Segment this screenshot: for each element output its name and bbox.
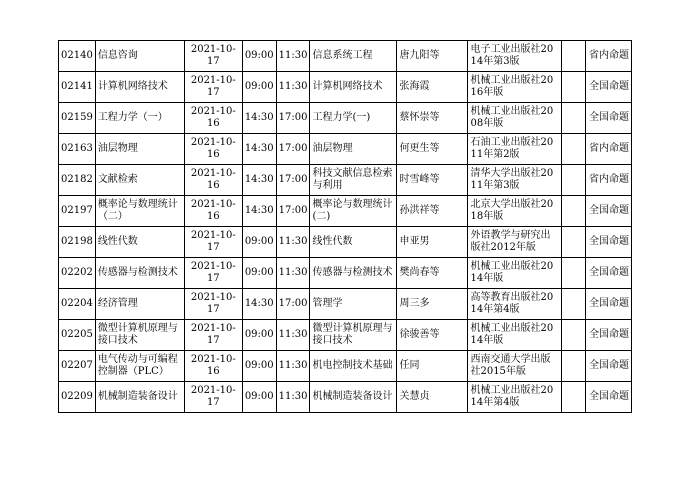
exam-type-cell: 全国命题 — [586, 289, 632, 320]
course-code-cell: 02198 — [59, 227, 96, 258]
exam-type-cell: 全国命题 — [586, 258, 632, 289]
start-time-cell: 14:30 — [242, 196, 276, 227]
course-name-cell: 概率论与数理统计（二） — [95, 196, 184, 227]
publisher-cell: 外语教学与研究出版社2012年版 — [468, 227, 562, 258]
start-time-cell: 14:30 — [242, 103, 276, 134]
course-name-cell: 电气传动与可编程控制器（PLC） — [95, 351, 184, 382]
textbook-cell: 管理学 — [310, 289, 397, 320]
blank-cell — [562, 351, 586, 382]
course-name-cell: 信息咨询 — [95, 41, 184, 72]
course-name-cell: 计算机网络技术 — [95, 72, 184, 103]
author-cell: 关慧贞 — [397, 382, 468, 413]
exam-date-cell: 2021-10-16 — [184, 196, 242, 227]
course-code-cell: 02140 — [59, 41, 96, 72]
author-cell: 时雪峰等 — [397, 165, 468, 196]
blank-cell — [562, 72, 586, 103]
course-code-cell: 02163 — [59, 134, 96, 165]
course-name-cell: 油层物理 — [95, 134, 184, 165]
blank-cell — [562, 258, 586, 289]
author-cell: 任同 — [397, 351, 468, 382]
exam-date-cell: 2021-10-17 — [184, 72, 242, 103]
end-time-cell: 17:00 — [276, 289, 310, 320]
course-name-cell: 机械制造装备设计 — [95, 382, 184, 413]
course-name-cell: 传感器与检测技术 — [95, 258, 184, 289]
start-time-cell: 14:30 — [242, 134, 276, 165]
table-row — [59, 134, 632, 165]
table-row — [59, 351, 632, 382]
course-name-cell: 文献检索 — [95, 165, 184, 196]
end-time-cell: 17:00 — [276, 165, 310, 196]
exam-type-cell: 全国命题 — [586, 227, 632, 258]
table-row — [59, 227, 632, 258]
blank-cell — [562, 320, 586, 351]
end-time-cell: 11:30 — [276, 320, 310, 351]
publisher-cell: 机械工业出版社2016年版 — [468, 72, 562, 103]
exam-date-cell: 2021-10-17 — [184, 41, 242, 72]
start-time-cell: 14:30 — [242, 289, 276, 320]
publisher-cell: 机械工业出版社2014年版 — [468, 320, 562, 351]
publisher-cell: 机械工业出版社2014年第4版 — [468, 382, 562, 413]
publisher-cell: 清华大学出版社2011年第3版 — [468, 165, 562, 196]
exam-type-cell: 全国命题 — [586, 320, 632, 351]
publisher-cell: 北京大学出版社2018年版 — [468, 196, 562, 227]
exam-type-cell: 省内命题 — [586, 41, 632, 72]
course-name-cell: 微型计算机原理与接口技术 — [95, 320, 184, 351]
exam-date-cell: 2021-10-17 — [184, 289, 242, 320]
course-name-cell: 线性代数 — [95, 227, 184, 258]
course-code-cell: 02204 — [59, 289, 96, 320]
author-cell: 张海霞 — [397, 72, 468, 103]
course-name-cell: 工程力学（一） — [95, 103, 184, 134]
exam-date-cell: 2021-10-16 — [184, 103, 242, 134]
course-code-cell: 02207 — [59, 351, 96, 382]
publisher-cell: 高等教育出版社2014年第4版 — [468, 289, 562, 320]
textbook-cell: 概率论与数理统计(二) — [310, 196, 397, 227]
textbook-cell: 计算机网络技术 — [310, 72, 397, 103]
table-row — [59, 41, 632, 72]
exam-type-cell: 全国命题 — [586, 382, 632, 413]
textbook-cell: 线性代数 — [310, 227, 397, 258]
exam-type-cell: 全国命题 — [586, 72, 632, 103]
table-row — [59, 165, 632, 196]
exam-type-cell: 全国命题 — [586, 196, 632, 227]
publisher-cell: 石油工业出版社2011年第2版 — [468, 134, 562, 165]
course-code-cell: 02182 — [59, 165, 96, 196]
table-row — [59, 258, 632, 289]
end-time-cell: 11:30 — [276, 351, 310, 382]
start-time-cell: 09:00 — [242, 41, 276, 72]
table-row — [59, 196, 632, 227]
blank-cell — [562, 382, 586, 413]
course-code-cell: 02197 — [59, 196, 96, 227]
course-code-cell: 02205 — [59, 320, 96, 351]
end-time-cell: 11:30 — [276, 258, 310, 289]
blank-cell — [562, 165, 586, 196]
blank-cell — [562, 134, 586, 165]
exam-date-cell: 2021-10-16 — [184, 165, 242, 196]
publisher-cell: 机械工业出版社2014年版 — [468, 258, 562, 289]
start-time-cell: 09:00 — [242, 382, 276, 413]
author-cell: 唐九阳等 — [397, 41, 468, 72]
table-row — [59, 382, 632, 413]
end-time-cell: 11:30 — [276, 227, 310, 258]
blank-cell — [562, 289, 586, 320]
blank-cell — [562, 103, 586, 134]
table-row — [59, 72, 632, 103]
blank-cell — [562, 41, 586, 72]
textbook-cell: 工程力学(一) — [310, 103, 397, 134]
textbook-cell: 机械制造装备设计 — [310, 382, 397, 413]
exam-type-cell: 省内命题 — [586, 134, 632, 165]
start-time-cell: 09:00 — [242, 72, 276, 103]
start-time-cell: 09:00 — [242, 227, 276, 258]
publisher-cell: 机械工业出版社2008年版 — [468, 103, 562, 134]
course-code-cell: 02141 — [59, 72, 96, 103]
blank-cell — [562, 196, 586, 227]
exam-type-cell: 全国命题 — [586, 103, 632, 134]
start-time-cell: 09:00 — [242, 320, 276, 351]
textbook-cell: 微型计算机原理与接口技术 — [310, 320, 397, 351]
exam-schedule-table — [58, 40, 632, 413]
exam-date-cell: 2021-10-17 — [184, 258, 242, 289]
end-time-cell: 17:00 — [276, 196, 310, 227]
end-time-cell: 11:30 — [276, 72, 310, 103]
author-cell: 申亚男 — [397, 227, 468, 258]
exam-date-cell: 2021-10-17 — [184, 320, 242, 351]
author-cell: 徐骏善等 — [397, 320, 468, 351]
start-time-cell: 09:00 — [242, 258, 276, 289]
publisher-cell: 西南交通大学出版社2015年版 — [468, 351, 562, 382]
publisher-cell: 电子工业出版社2014年第3版 — [468, 41, 562, 72]
textbook-cell: 油层物理 — [310, 134, 397, 165]
exam-date-cell: 2021-10-17 — [184, 227, 242, 258]
blank-cell — [562, 227, 586, 258]
course-name-cell: 经济管理 — [95, 289, 184, 320]
author-cell: 孙洪祥等 — [397, 196, 468, 227]
start-time-cell: 09:00 — [242, 351, 276, 382]
textbook-cell: 机电控制技术基础 — [310, 351, 397, 382]
textbook-cell: 传感器与检测技术 — [310, 258, 397, 289]
textbook-cell: 信息系统工程 — [310, 41, 397, 72]
author-cell: 蔡怀崇等 — [397, 103, 468, 134]
author-cell: 何更生等 — [397, 134, 468, 165]
table-row — [59, 289, 632, 320]
table-body — [59, 41, 632, 413]
exam-date-cell: 2021-10-16 — [184, 351, 242, 382]
author-cell: 樊尚春等 — [397, 258, 468, 289]
start-time-cell: 14:30 — [242, 165, 276, 196]
exam-date-cell: 2021-10-16 — [184, 134, 242, 165]
end-time-cell: 11:30 — [276, 41, 310, 72]
table-row — [59, 320, 632, 351]
end-time-cell: 17:00 — [276, 103, 310, 134]
course-code-cell: 02209 — [59, 382, 96, 413]
author-cell: 周三多 — [397, 289, 468, 320]
course-code-cell: 02159 — [59, 103, 96, 134]
exam-type-cell: 全国命题 — [586, 351, 632, 382]
textbook-cell: 科技文献信息检索与利用 — [310, 165, 397, 196]
end-time-cell: 11:30 — [276, 382, 310, 413]
exam-date-cell: 2021-10-17 — [184, 382, 242, 413]
table-row — [59, 103, 632, 134]
exam-type-cell: 省内命题 — [586, 165, 632, 196]
end-time-cell: 17:00 — [276, 134, 310, 165]
course-code-cell: 02202 — [59, 258, 96, 289]
